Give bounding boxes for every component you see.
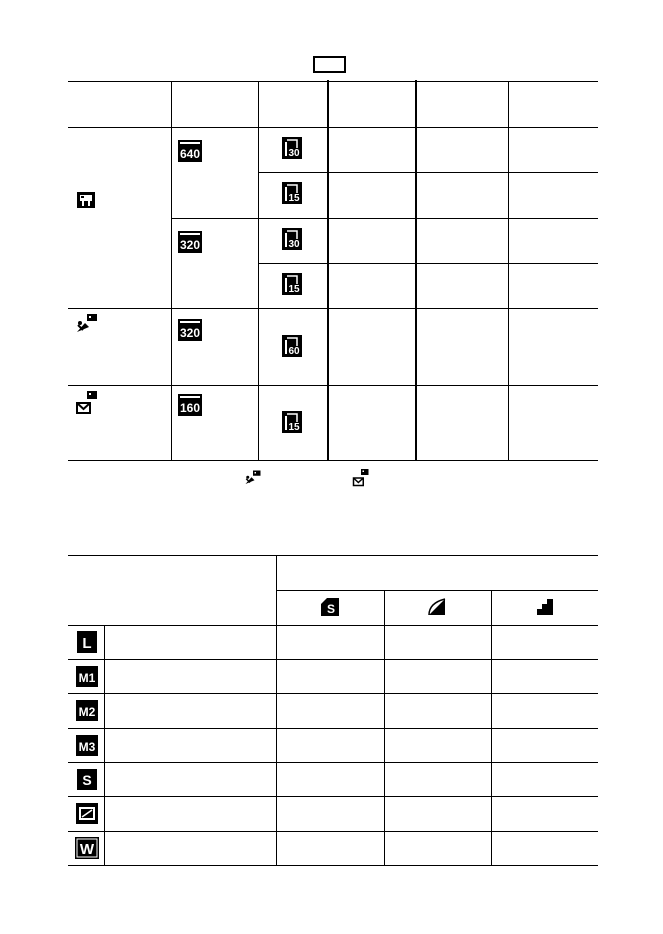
header-box (313, 56, 346, 73)
movie-compact-icon (352, 469, 370, 487)
resolution-320-icon (178, 319, 202, 341)
frame-rate-15-label: 15 (288, 422, 300, 433)
frame-rate-30-label: 30 (288, 148, 300, 159)
movie-standard-icon (77, 192, 95, 208)
postcard-icon (76, 803, 98, 824)
size-s-label: S (82, 772, 92, 788)
size-m1-label: M1 (78, 671, 96, 685)
frame-rate-15-icon (282, 411, 302, 433)
movie-compact-icon (75, 391, 99, 415)
size-m1-icon (76, 666, 98, 687)
size-m3-icon (76, 735, 98, 756)
frame-rate-60-icon (282, 335, 302, 357)
resolution-320-icon (178, 231, 202, 253)
size-l-icon (77, 631, 97, 653)
resolution-160-label: 160 (179, 401, 201, 415)
widescreen-icon (75, 837, 99, 859)
frame-rate-30-icon (282, 137, 302, 159)
superfine-icon (321, 598, 339, 616)
size-m2-icon (76, 700, 98, 721)
frame-rate-30-icon (282, 228, 302, 250)
resolution-160-icon (178, 394, 202, 416)
widescreen-label: W (79, 841, 95, 858)
resolution-320-label: 320 (179, 326, 201, 340)
movie-fast-frame-rate-icon (75, 314, 99, 334)
frame-rate-15-icon (282, 182, 302, 204)
frame-rate-15-label: 15 (288, 193, 300, 204)
size-s-icon (77, 769, 97, 790)
normal-icon (536, 598, 554, 616)
size-m2-label: M2 (78, 705, 96, 719)
fine-icon (428, 598, 446, 616)
frame-rate-15-label: 15 (288, 284, 300, 295)
frame-rate-30-label: 30 (288, 239, 300, 250)
highlighted-column (327, 80, 417, 460)
movie-fast-frame-rate-icon (244, 470, 262, 486)
resolution-320-label: 320 (179, 238, 201, 252)
size-l-label: L (82, 635, 92, 652)
frame-rate-60-label: 60 (288, 346, 300, 357)
svg-text:S: S (326, 602, 336, 616)
resolution-640-icon (178, 140, 202, 162)
size-m3-label: M3 (78, 740, 96, 754)
frame-rate-15-icon (282, 273, 302, 295)
resolution-640-label: 640 (179, 147, 201, 161)
